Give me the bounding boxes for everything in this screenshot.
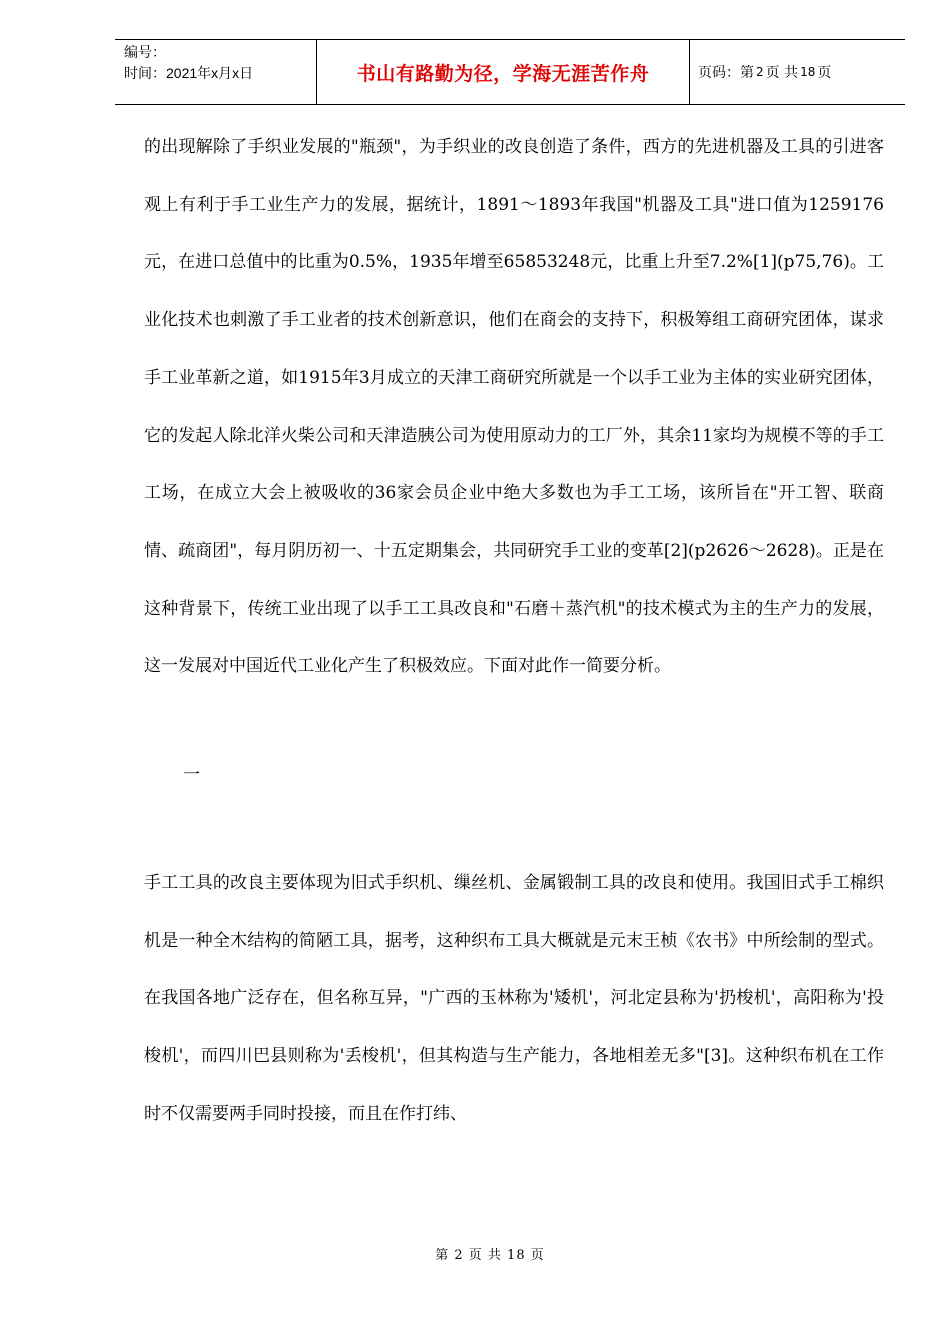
code-label: 编号：: [124, 44, 166, 60]
paragraph-1: 的出现解除了手织业发展的"瓶颈"，为手织业的改良创造了条件，西方的先进机器及工具的引进客观上有利于手工业生产力的发展，据统计，1891～1893年我国"机器及工具"进口值为1259176元，在进口总值中的比重为0.5%，1935年增至65853248元，比重上升至7.2%[1](p75,76)。工业化技术也刺激了手工业者的技术创新意识，他们在商会的支持下，积极筹组工商研究团体，谋求手工业革新之道，如1915年3月成立的天津工商研究所就是一个以手工业为主体的实业研究团体，它的发起人除北洋火柴公司和天津造胰公司为使用原动力的工厂外，其余11家均为规模不等的手工工场，在成立大会上被吸收的36家会员企业中绝大多数也为手工工场，该所旨在"开工智、联商情、疏商团"，每月阴历初一、十五定期集会，共同研究手工业的变革[2](p2626～2628)。正是在这种背景下，传统工业出现了以手工工具改良和"石磨＋蒸汽机"的技术模式为主的生产力的发展，这一发展对中国近代工业化产生了积极效应。下面对此作一简要分析。: [144, 137, 884, 677]
header-page-info: [690, 40, 905, 104]
page-footer: 第 2 页 共 18 页: [435, 1248, 545, 1263]
header-meta-cell: [115, 40, 317, 104]
page-mid: 页 共: [765, 65, 799, 81]
section-number: 一: [183, 765, 200, 786]
paragraph-2: 手工工具的改良主要体现为旧式手织机、缫丝机、金属锻制工具的改良和使用。我国旧式手工棉织机是一种全木结构的简陋工具，据考，这种织布工具大概就是元末王桢《农书》中所绘制的型式。在我国各地广泛存在，但名称互异，"广西的玉林称为'矮机'，河北定县称为'扔梭机'，高阳称为'投梭机'，而四川巴县则称为'丢梭机'，但其构造与生产能力，各地相差无多"[3]。这种织布机在工作时不仅需要两手同时投接，而且在作打纬、: [144, 873, 884, 1124]
page-current: 2: [756, 65, 764, 79]
page-header: [115, 39, 905, 105]
page-total: 18: [800, 65, 816, 79]
page-prefix: 页码：第: [698, 65, 754, 81]
page-suffix: 页: [817, 65, 832, 81]
document-body: [144, 119, 884, 1144]
date-text: 时间：2021年x月x日: [124, 65, 254, 81]
header-motto: 书山有路勤为径，学海无涯苦作舟: [317, 40, 690, 104]
